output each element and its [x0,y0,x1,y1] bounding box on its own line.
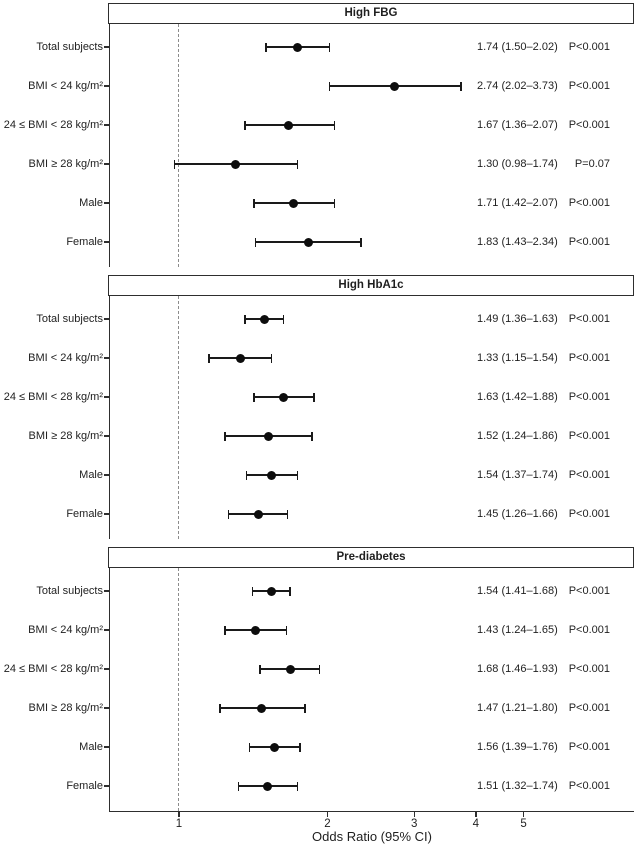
point-estimate [270,743,279,752]
y-axis-tick [104,474,109,475]
y-axis-tick [104,707,109,708]
y-axis-tick [104,590,109,591]
p-value-text: P<0.001 [568,352,610,364]
ci-cap-high [319,665,320,674]
row-annotation [477,622,610,638]
point-estimate [231,160,240,169]
y-axis-tick [104,435,109,436]
ci-cap-low [224,432,225,441]
p-value-text: P<0.001 [568,313,610,325]
x-axis-title: Odds Ratio (95% CI) [312,829,432,844]
estimate-text: 1.74 (1.50–2.02) [477,41,558,53]
row-annotation [477,156,610,172]
estimate-text: 1.56 (1.39–1.76) [477,741,558,753]
ci-cap-low [246,471,247,480]
row-annotation [477,78,610,94]
panel-header-high-hba1c: High HbA1c [108,275,634,296]
x-axis-tick [475,812,476,817]
ci-cap-low [252,587,253,596]
x-axis-tick [178,812,179,817]
panel-y-axis-line [109,24,110,267]
p-value-text: P<0.001 [568,741,610,753]
x-axis-tick [327,812,328,817]
y-axis-tick [104,746,109,747]
p-value-text: P<0.001 [568,80,610,92]
point-estimate [286,665,295,674]
ci-cap-low [329,82,330,91]
estimate-text: 1.71 (1.42–2.07) [477,197,558,209]
x-axis-line [109,811,634,812]
category-label: BMI < 24 kg/m² [28,80,103,92]
row-annotation [477,739,610,755]
ci-cap-low [244,315,245,324]
estimate-text: 1.63 (1.42–1.88) [477,391,558,403]
point-estimate [284,121,293,130]
estimate-text: 2.74 (2.02–3.73) [477,80,558,92]
y-axis-tick [104,318,109,319]
p-value-text: P<0.001 [568,624,610,636]
category-label: Male [79,197,103,209]
estimate-text: 1.47 (1.21–1.80) [477,702,558,714]
point-estimate [236,354,245,363]
ci-cap-high [360,238,361,247]
ci-cap-high [460,82,461,91]
estimate-text: 1.43 (1.24–1.65) [477,624,558,636]
ci-cap-high [313,393,314,402]
p-value-text: P<0.001 [568,41,610,53]
reference-line [178,568,179,811]
p-value-text: P<0.001 [568,236,610,248]
ci-cap-high [289,587,290,596]
row-annotation [477,506,610,522]
p-value-text: P<0.001 [568,391,610,403]
estimate-text: 1.45 (1.26–1.66) [477,508,558,520]
p-value-text: P<0.001 [568,119,610,131]
ci-cap-high [329,43,330,52]
ci-cap-low [253,393,254,402]
point-estimate [293,43,302,52]
ci-cap-high [311,432,312,441]
estimate-text: 1.68 (1.46–1.93) [477,663,558,675]
category-label: BMI ≥ 28 kg/m² [28,158,103,170]
y-axis-tick [104,46,109,47]
row-annotation [477,234,610,250]
y-axis-tick [104,785,109,786]
ci-cap-low [228,510,229,519]
point-estimate [263,782,272,791]
point-estimate [251,626,260,635]
point-estimate [260,315,269,324]
ci-cap-low [265,43,266,52]
ci-cap-high [334,121,335,130]
row-annotation [477,661,610,677]
estimate-text: 1.51 (1.32–1.74) [477,780,558,792]
estimate-text: 1.54 (1.37–1.74) [477,469,558,481]
p-value-text: P<0.001 [568,508,610,520]
x-tick-label: 4 [472,817,480,830]
x-tick-label: 1 [175,817,183,830]
category-label: 24 ≤ BMI < 28 kg/m² [3,663,103,675]
category-label: Male [79,469,103,481]
p-value-text: P<0.001 [568,585,610,597]
point-estimate [254,510,263,519]
category-label: Female [66,508,103,520]
ci-cap-high [297,471,298,480]
ci-cap-high [297,160,298,169]
row-annotation [477,700,610,716]
category-label: 24 ≤ BMI < 28 kg/m² [3,119,103,131]
ci-cap-low [259,665,260,674]
y-axis-tick [104,124,109,125]
ci-cap-high [297,782,298,791]
row-annotation [477,195,610,211]
point-estimate [304,238,313,247]
p-value-text: P<0.001 [568,702,610,714]
ci-cap-low [253,199,254,208]
p-value-text: P<0.001 [568,780,610,792]
row-annotation [477,583,610,599]
reference-line [178,296,179,539]
category-label: BMI ≥ 28 kg/m² [28,702,103,714]
point-estimate [390,82,399,91]
point-estimate [264,432,273,441]
p-value-text: P<0.001 [568,197,610,209]
point-estimate [267,587,276,596]
y-axis-tick [104,357,109,358]
row-annotation [477,778,610,794]
estimate-text: 1.67 (1.36–2.07) [477,119,558,131]
ci-cap-high [299,743,300,752]
estimate-text: 1.30 (0.98–1.74) [477,158,558,170]
row-annotation [477,117,610,133]
ci-cap-low [174,160,175,169]
ci-cap-high [304,704,305,713]
reference-line [178,24,179,267]
category-label: BMI ≥ 28 kg/m² [28,430,103,442]
ci-cap-low [208,354,209,363]
panel-header-high-fbg: High FBG [108,3,634,24]
row-annotation [477,428,610,444]
x-tick-label: 5 [520,817,527,830]
category-label: BMI < 24 kg/m² [28,352,103,364]
y-axis-tick [104,241,109,242]
x-axis-tick [414,812,415,817]
ci-cap-high [286,626,287,635]
category-label: 24 ≤ BMI < 28 kg/m² [3,391,103,403]
estimate-text: 1.54 (1.41–1.68) [477,585,558,597]
y-axis-tick [104,396,109,397]
panel-y-axis-line [109,296,110,539]
estimate-text: 1.33 (1.15–1.54) [477,352,558,364]
y-axis-tick [104,163,109,164]
panel-y-axis-line [109,568,110,811]
y-axis-tick [104,629,109,630]
ci-cap-high [283,315,284,324]
point-estimate [257,704,266,713]
estimate-text: 1.49 (1.36–1.63) [477,313,558,325]
category-label: Male [79,741,103,753]
category-label: BMI < 24 kg/m² [28,624,103,636]
point-estimate [267,471,276,480]
y-axis-tick [104,85,109,86]
row-annotation [477,467,610,483]
estimate-text: 1.83 (1.43–2.34) [477,236,558,248]
ci-cap-high [271,354,272,363]
category-label: Total subjects [36,585,103,597]
ci-cap-high [287,510,288,519]
p-value-text: P=0.07 [574,158,610,170]
ci-cap-low [244,121,245,130]
p-value-text: P<0.001 [568,663,610,675]
category-label: Female [66,780,103,792]
y-axis-tick [104,202,109,203]
panel-header-pre-diabetes: Pre-diabetes [108,547,634,568]
category-label: Total subjects [36,313,103,325]
ci-cap-low [238,782,239,791]
x-axis-tick [523,812,524,817]
point-estimate [279,393,288,402]
category-label: Total subjects [36,41,103,53]
ci-cap-low [224,626,225,635]
category-label: Female [66,236,103,248]
p-value-text: P<0.001 [568,469,610,481]
row-annotation [477,39,610,55]
y-axis-tick [104,513,109,514]
point-estimate [289,199,298,208]
row-annotation [477,350,610,366]
ci-cap-low [255,238,256,247]
ci-cap-low [249,743,250,752]
x-tick-label: 3 [411,817,418,830]
row-annotation [477,311,610,327]
ci-cap-low [219,704,220,713]
p-value-text: P<0.001 [568,430,610,442]
y-axis-tick [104,668,109,669]
row-annotation [477,389,610,405]
x-tick-label: 2 [324,817,331,830]
ci-cap-high [334,199,335,208]
estimate-text: 1.52 (1.24–1.86) [477,430,558,442]
